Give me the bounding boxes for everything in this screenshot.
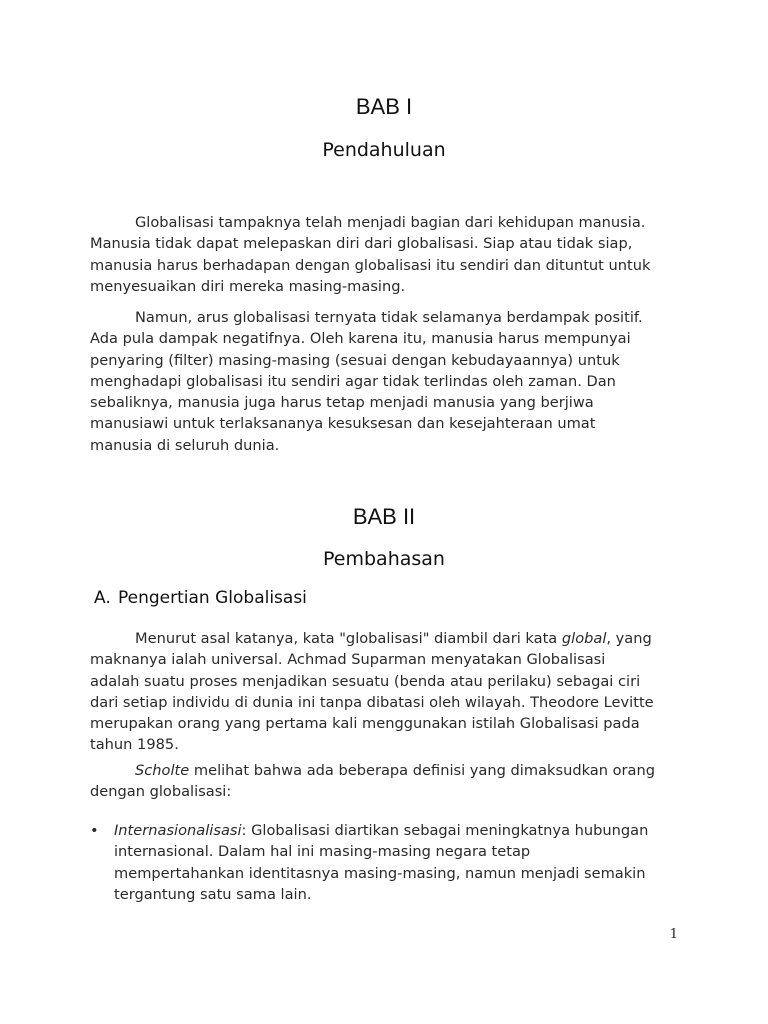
chapter-2-number: BAB II [352,504,416,529]
section-heading-text: Pengertian Globalisasi [118,588,307,608]
section-a-heading [94,588,307,608]
paragraph-line: tergantung satu sama lain. [114,885,312,903]
chapter-1-title: Pendahuluan [322,139,446,161]
paragraph-line: Namun, arus globalisasi ternyata tidak selamanya berdampak positif. [135,309,643,326]
paragraph-line: merupakan orang yang pertama kali menggunakan istilah Globalisasi pada [90,715,640,733]
definition-paragraph-2 [90,760,690,803]
chapter-1-number: BAB I [355,94,413,119]
section-letter: A. [94,588,111,608]
text-run: , yang [606,630,652,647]
paragraph-line: manusia di seluruh dunia. [90,436,280,454]
paragraph-line [114,820,710,841]
paragraph-line [90,628,690,649]
definition-paragraph-1 [90,628,690,756]
italic-term: Internasionalisasi [114,822,242,839]
paragraph-line: internasional. Dalam hal ini masing-masing negara tetap [114,843,531,861]
paragraph-line: adalah suatu proses menjadikan sesuatu (benda atau perilaku) sebagai ciri [90,672,641,690]
paragraph-line: sebaliknya, manusia juga harus tetap menjadi manusia yang berjiwa [90,394,594,412]
text-run: melihat bahwa ada beberapa definisi yang dimaksudkan orang [189,762,655,779]
paragraph-line: penyaring (filter) masing-masing (sesuai dengan kebudayaannya) untuk [90,351,620,369]
page-number: 1 [669,927,678,942]
italic-term: global [561,630,607,647]
paragraph-line: mempertahankan identitasnya masing-masing, namun menjadi semakin [114,864,646,882]
paragraph-line: dengan globalisasi: [90,783,232,801]
paragraph-line: tahun 1985. [90,736,179,754]
paragraph-line: Globalisasi tampaknya telah menjadi bagian dari kehidupan manusia. [135,214,646,231]
bullet-icon: • [90,822,99,839]
text-run: : Globalisasi diartikan sebagai meningkatnya hubungan [241,822,649,839]
definition-bullet-list [90,820,710,905]
intro-paragraph-1 [90,212,690,297]
paragraph-line: menghadapi globalisasi itu sendiri agar tidak terlindas oleh zaman. Dan [90,372,616,390]
paragraph-line: manusia harus berhadapan dengan globalisasi itu sendiri dan dituntut untuk [90,256,651,274]
paragraph-line: menyesuaikan diri mereka masing-masing. [90,277,406,295]
paragraph-line: Manusia tidak dapat melepaskan diri dari globalisasi. Siap atau tidak siap, [90,235,633,253]
chapter-2-title: Pembahasan [323,548,445,570]
paragraph-line [90,760,690,781]
paragraph-line: manusiawi untuk terlaksananya kesuksesan dan kesejahteraan umat [90,415,596,433]
intro-paragraph-2 [90,307,690,456]
italic-term: Scholte [135,762,190,779]
paragraph-line: Ada pula dampak negatifnya. Oleh karena itu, manusia harus mempunyai [90,330,631,348]
list-item [90,820,710,905]
paragraph-line: maknanya ialah universal. Achmad Suparman menyatakan Globalisasi [90,651,606,669]
paragraph-line: dari setiap individu di dunia ini tanpa dibatasi oleh wilayah. Theodore Levitte [90,693,654,711]
text-run: Menurut asal katanya, kata "globalisasi" diambil dari kata [135,630,562,647]
